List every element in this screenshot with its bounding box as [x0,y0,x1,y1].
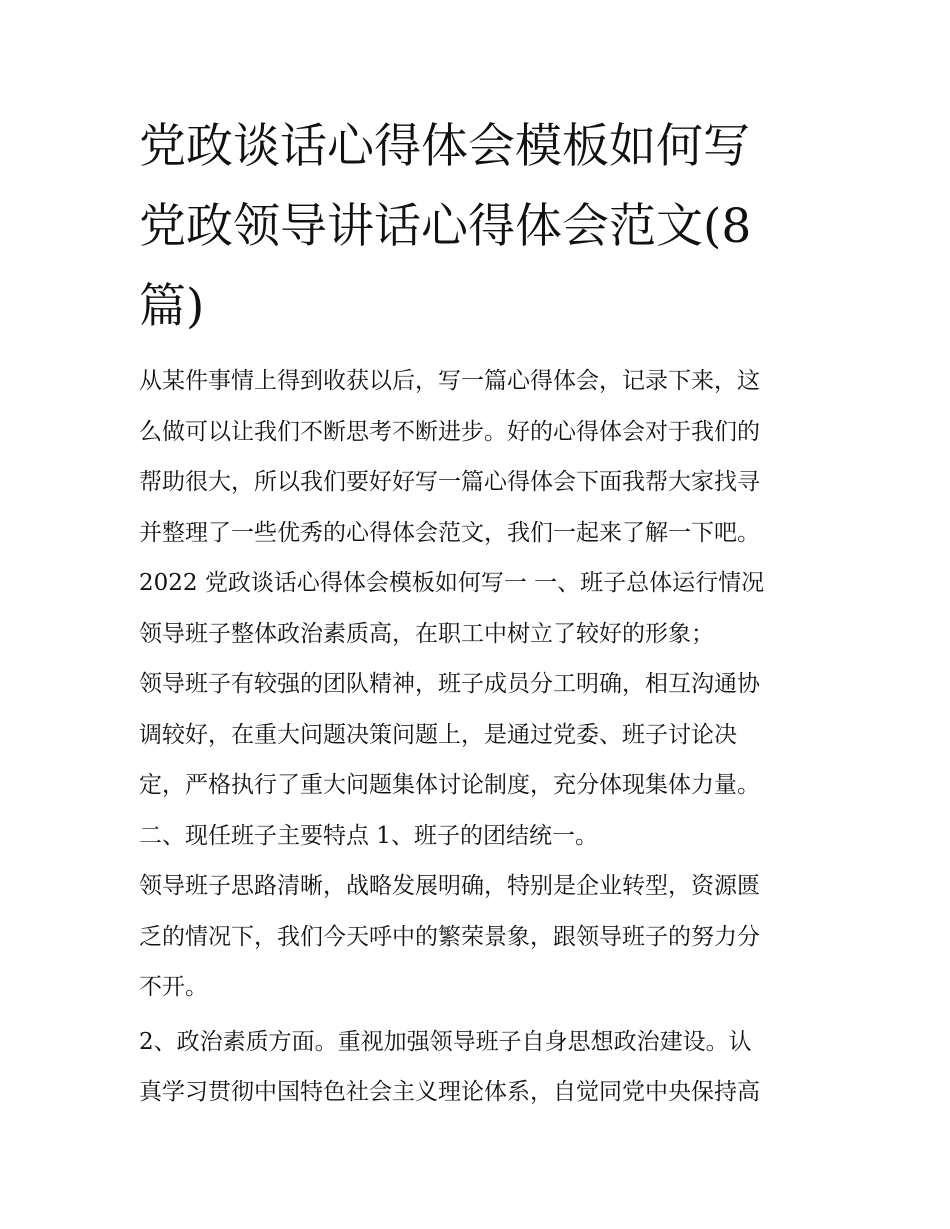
title-line-1: 党政谈话心得体会模板如何写 [139,119,750,174]
body-line: 么做可以让我们不断思考不断进步。好的心得体会对于我们的 [139,418,760,445]
body-line: 帮助很大，所以我们要好好写一篇心得体会下面我帮大家找寻 [139,469,760,495]
title-line-3: 篇) [139,279,205,334]
document-title [139,107,829,347]
title-line-2: 党政领导讲话心得体会范文(8 [139,199,752,254]
body-line: 领导班子整体政治素质高，在职工中树立了较好的形象； [139,620,714,647]
body-line: 调较好，在重大问题决策问题上，是通过党委、班子讨论决 [139,721,737,748]
body-line: 2022 党政谈话心得体会模板如何写一 一、班子总体运行情况 [139,570,765,596]
body-line: 2、政治素质方面。重视加强领导班子自身思想政治建设。认 [139,1028,752,1055]
body-line: 领导班子有较强的团队精神，班子成员分工明确，相互沟通协 [139,671,760,697]
body-line: 乏的情况下，我们今天呼中的繁荣景象，跟领导班子的努力分 [139,923,760,950]
body-line: 并整理了一些优秀的心得体会范文，我们一起来了解一下吧。 [139,519,760,546]
body-line: 领导班子思路清晰，战略发展明确，特别是企业转型，资源匮 [139,873,760,899]
body-line: 真学习贯彻中国特色社会主义理论体系，自觉同党中央保持高 [139,1079,760,1105]
body-line: 不开。 [139,974,208,1000]
document-body [139,356,829,1118]
body-line: 二、现任班子主要特点 1、班子的团结统一。 [139,822,598,849]
body-line: 定，严格执行了重大问题集体讨论制度，充分体现集体力量。 [139,772,760,798]
body-line: 从某件事情上得到收获以后，写一篇心得体会，记录下来，这 [139,368,760,394]
